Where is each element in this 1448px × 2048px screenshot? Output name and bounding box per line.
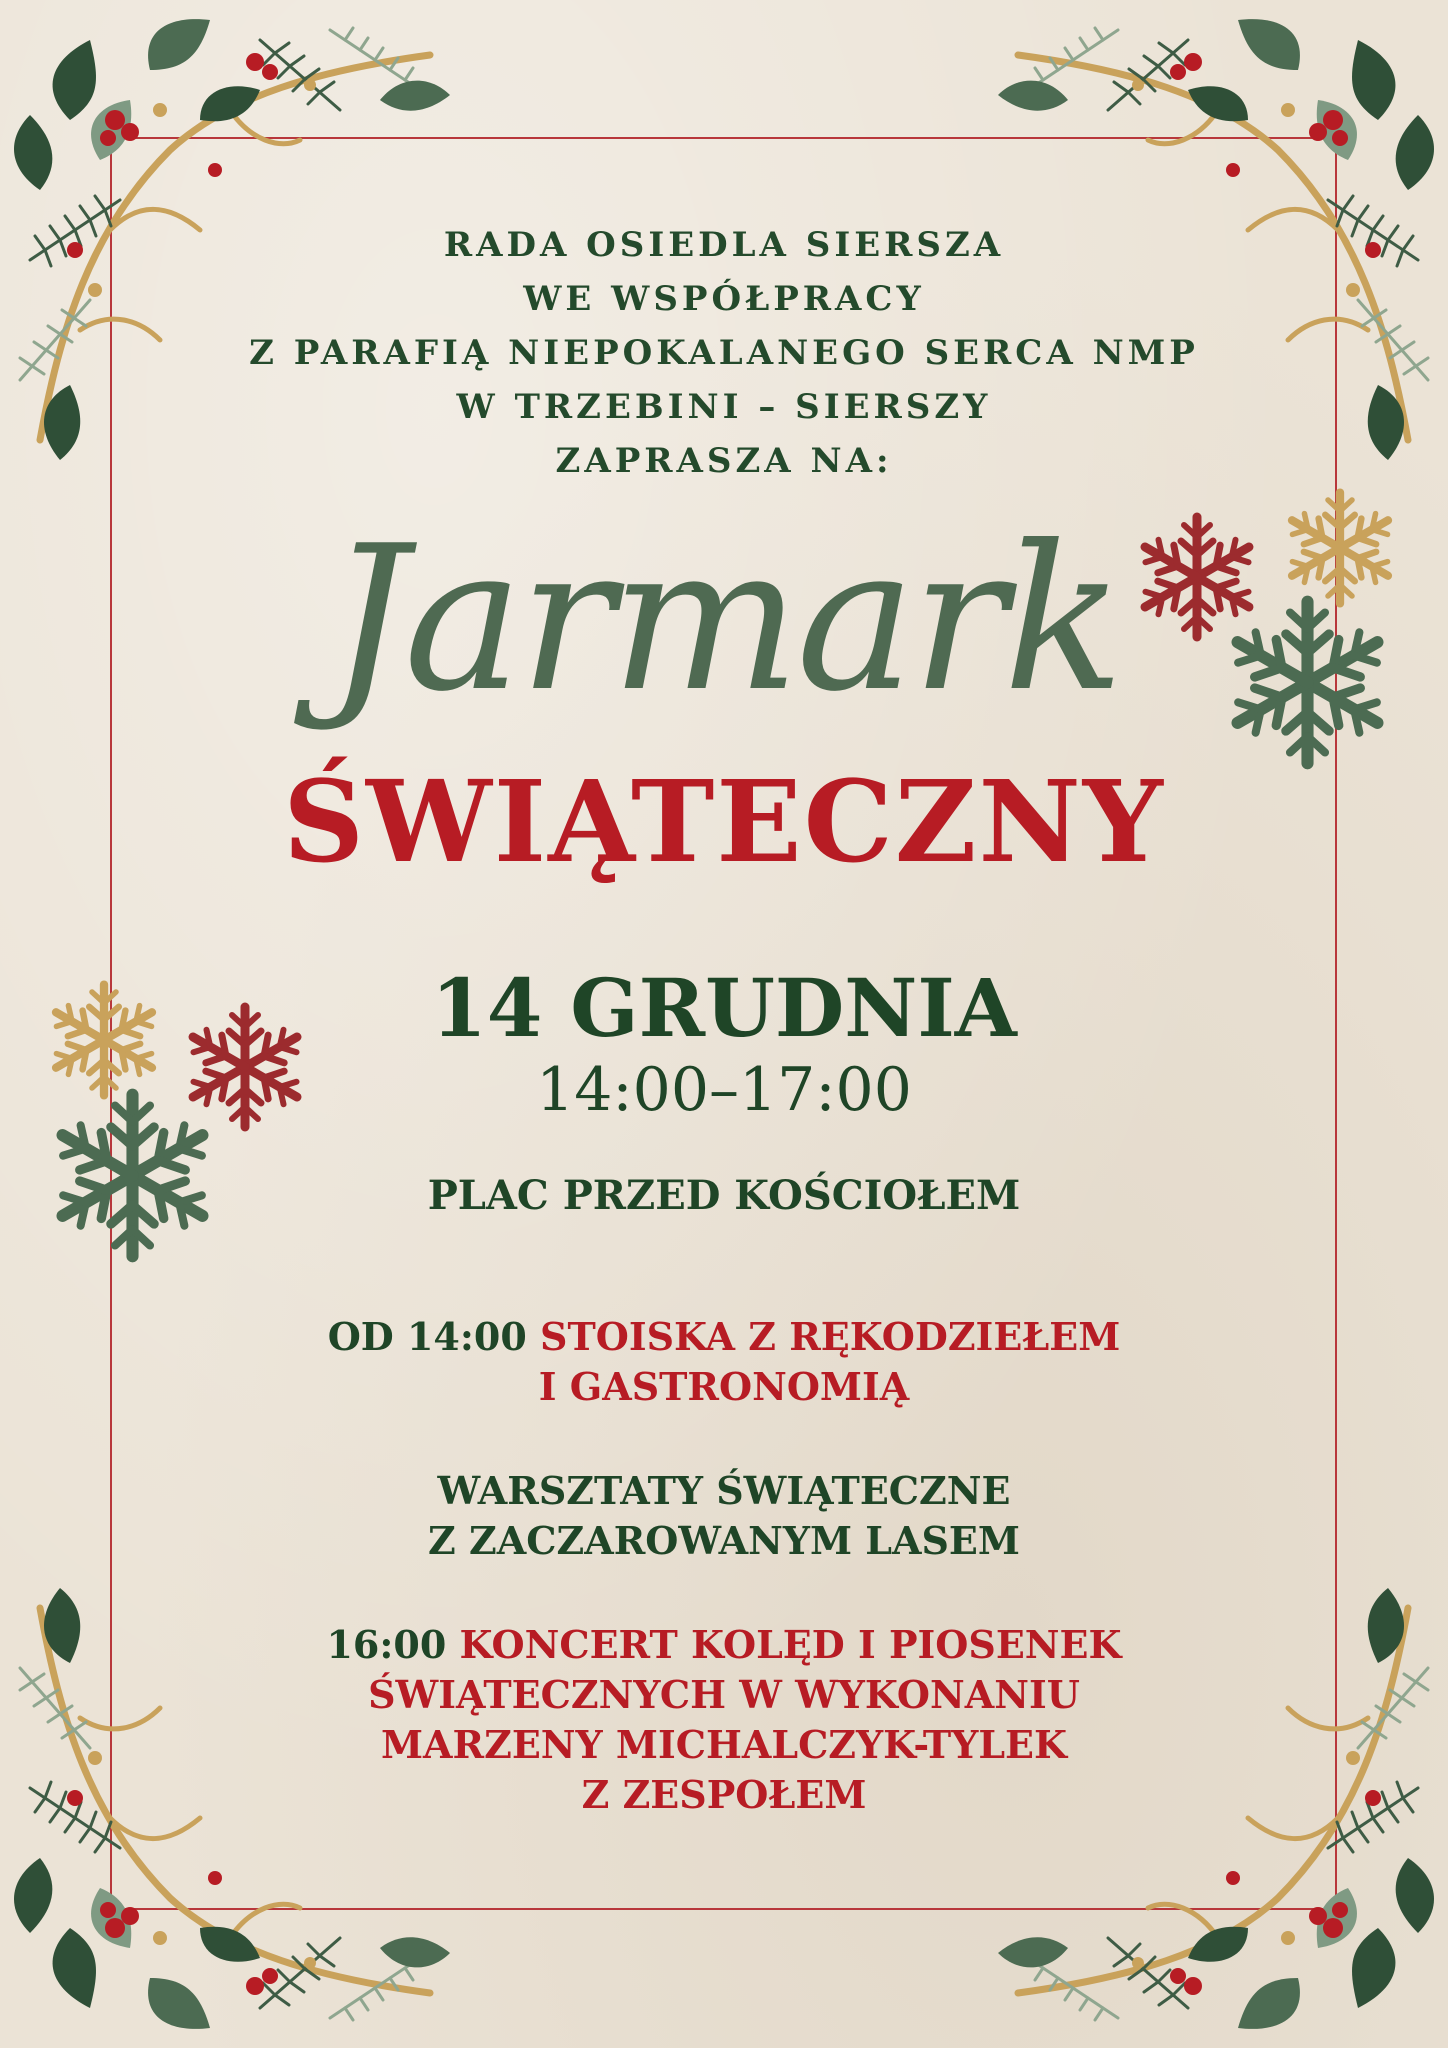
intro-line: WE WSPÓŁPRACY (523, 279, 925, 319)
intro-line: Z PARAFIĄ NIEPOKALANEGO SERCA NMP (249, 333, 1199, 373)
program-text: WARSZTATY ŚWIĄTECZNE (437, 1468, 1011, 1513)
event-date: 14 GRUDNIA (431, 961, 1017, 1055)
intro-line: ZAPRASZA NA: (555, 441, 893, 481)
program-text: KONCERT KOLĘD I PIOSENEK (459, 1622, 1122, 1667)
program-text: ŚWIĄTECZNYCH W WYKONANIU (368, 1672, 1080, 1717)
event-place: PLAC PRZED KOŚCIOŁEM (427, 1172, 1021, 1219)
program-text: Z ZESPOŁEM (581, 1772, 867, 1817)
program-time: OD 14:00 (327, 1314, 527, 1359)
event-time: 14:00–17:00 (536, 1055, 912, 1125)
program-item (0, 1620, 1448, 1820)
program-text: MARZENY MICHALCZYK-TYLEK (380, 1722, 1068, 1767)
script-title: Jarmark (327, 503, 1121, 736)
program-time: 16:00 (326, 1622, 447, 1667)
program-item (0, 1466, 1448, 1566)
intro-line: W TRZEBINI – SIERSZY (456, 387, 992, 427)
program-text: STOISKA Z RĘKODZIEŁEM (540, 1314, 1121, 1359)
program-text: I GASTRONOMIĄ (538, 1364, 910, 1409)
intro-line: RADA OSIEDLA SIERSZA (443, 225, 1005, 265)
program-item (0, 1312, 1448, 1412)
intro-block (0, 218, 1448, 488)
main-title: ŚWIĄTECZNY (283, 757, 1165, 888)
program-text: Z ZACZAROWANYM LASEM (428, 1518, 1020, 1563)
